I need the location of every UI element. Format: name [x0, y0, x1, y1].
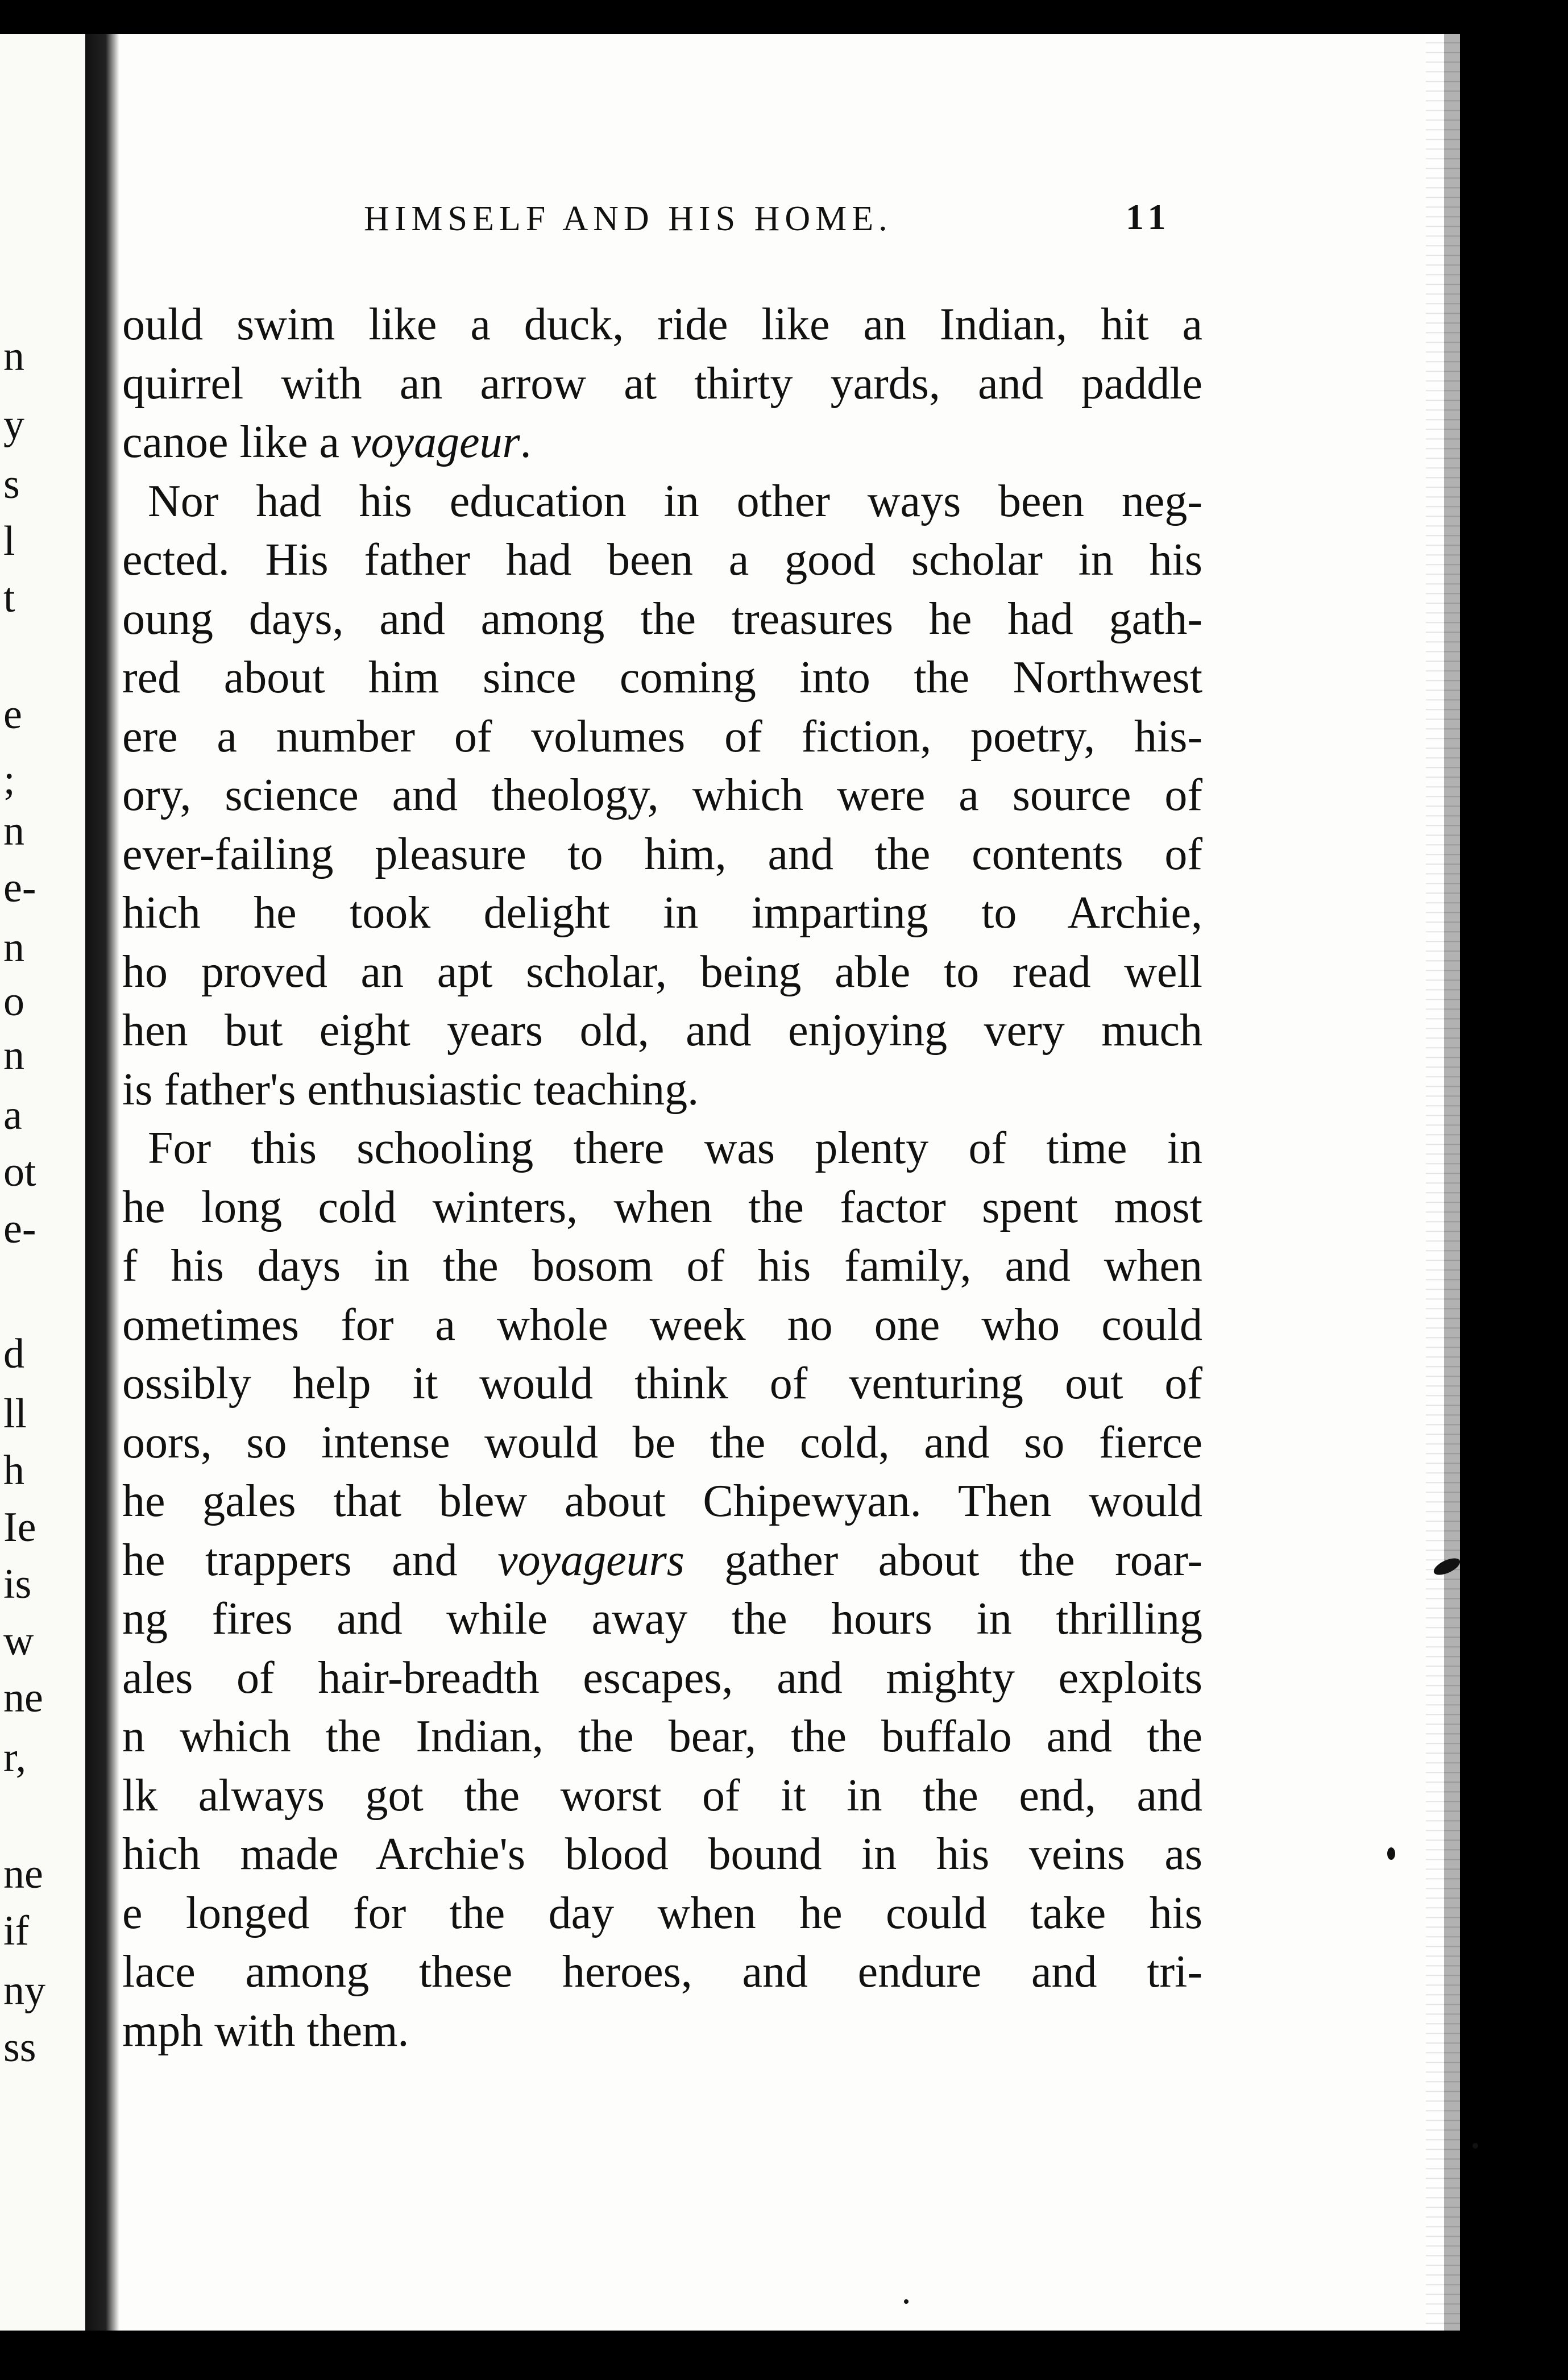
text-line: quirrel with an arrow at thirty yards, and paddle [122, 358, 1202, 409]
margin-fragment: n [3, 924, 24, 971]
running-header: HIMSELF AND HIS HOME. [364, 200, 893, 238]
text-line: ere a number of volumes of fiction, poetry, his- [122, 711, 1202, 762]
text-line: ossibly help it would think of venturing out of [122, 1359, 1202, 1409]
ink-speck [904, 2299, 909, 2304]
text-line: e longed for the day when he could take his [122, 1888, 1202, 1938]
text-line: Nor had his education in other ways been neg- [148, 476, 1202, 526]
text-line: ected. His father had been a good scholar in his [122, 535, 1202, 585]
margin-fragment: e- [3, 1206, 36, 1252]
margin-fragment: ; [3, 757, 15, 803]
margin-fragment: l [3, 518, 15, 564]
margin-fragment: h [3, 1447, 24, 1494]
text-line: ever-failing pleasure to him, and the contents of [122, 829, 1202, 879]
text-line: ory, science and theology, which were a source of [122, 770, 1202, 820]
text-line: is father's enthusiastic teaching. [122, 1064, 699, 1115]
text-line: hich made Archie's blood bound in his veins as [122, 1829, 1202, 1879]
margin-fragment: is [3, 1561, 32, 1608]
text-line: ng fires and while away the hours in thrilling [122, 1594, 1202, 1644]
text-line: lace among these heroes, and endure and tri- [122, 1947, 1202, 1997]
margin-fragment: d [3, 1331, 24, 1377]
margin-fragment: w [3, 1618, 34, 1664]
text-line: hich he took delight in imparting to Archie, [122, 888, 1202, 938]
margin-fragment: ny [3, 1967, 45, 2014]
text-line: ould swim like a duck, ride like an Indian, hit a [122, 300, 1202, 350]
text-line: he gales that blew about Chipewyan. Then would [122, 1476, 1202, 1526]
margin-fragment: y [3, 401, 24, 448]
text-line: ales of hair-breadth escapes, and mighty exploits [122, 1652, 1202, 1703]
text-line: ho proved an apt scholar, being able to read well [122, 946, 1202, 997]
margin-fragment: ot [3, 1149, 36, 1195]
margin-fragment: r, [3, 1734, 27, 1781]
margin-fragment: t [3, 575, 15, 621]
text-line: lk always got the worst of it in the end, and [122, 1770, 1202, 1821]
margin-fragment: ne [3, 1851, 43, 1897]
text-line: f his days in the bosom of his family, and when [122, 1241, 1202, 1291]
page-edge [1426, 34, 1460, 2331]
margin-fragment: n [3, 333, 24, 380]
text-line: For this schooling there was plenty of time in [148, 1123, 1202, 1173]
ink-speck [1472, 2143, 1478, 2149]
margin-fragment: e [3, 691, 22, 738]
text-line: ometimes for a whole week no one who could [122, 1299, 1202, 1350]
facing-page-margin [0, 34, 85, 2331]
margin-fragment: ss [3, 2024, 36, 2071]
text-line: n which the Indian, the bear, the buffalo and the [122, 1712, 1202, 1762]
margin-fragment: if [3, 1908, 30, 1954]
ink-speck [1387, 1847, 1395, 1860]
margin-fragment: n [3, 808, 24, 854]
margin-fragment: n [3, 1032, 24, 1079]
text-line: he trappers and voyageurs gather about the roar- [122, 1535, 1202, 1585]
margin-fragment: ll [3, 1390, 27, 1437]
gutter-shadow [85, 34, 119, 2331]
text-line: canoe like a voyageur. [122, 417, 532, 467]
text-line: oors, so intense would be the cold, and so fierce [122, 1417, 1202, 1468]
margin-fragment: a [3, 1092, 22, 1139]
page-number: 11 [1126, 197, 1172, 237]
text-line: mph with them. [122, 2005, 409, 2056]
margin-fragment: s [3, 461, 20, 508]
margin-fragment: e- [3, 865, 36, 911]
body-text [122, 296, 1202, 2061]
margin-fragment: Ie [3, 1504, 36, 1551]
margin-fragment: o [3, 978, 24, 1025]
text-line: he long cold winters, when the factor spent most [122, 1182, 1202, 1232]
margin-fragment: ne [3, 1675, 43, 1721]
text-line: hen but eight years old, and enjoying very much [122, 1006, 1202, 1056]
text-line: red about him since coming into the Northwest [122, 653, 1202, 703]
text-line: oung days, and among the treasures he had gath- [122, 593, 1202, 644]
